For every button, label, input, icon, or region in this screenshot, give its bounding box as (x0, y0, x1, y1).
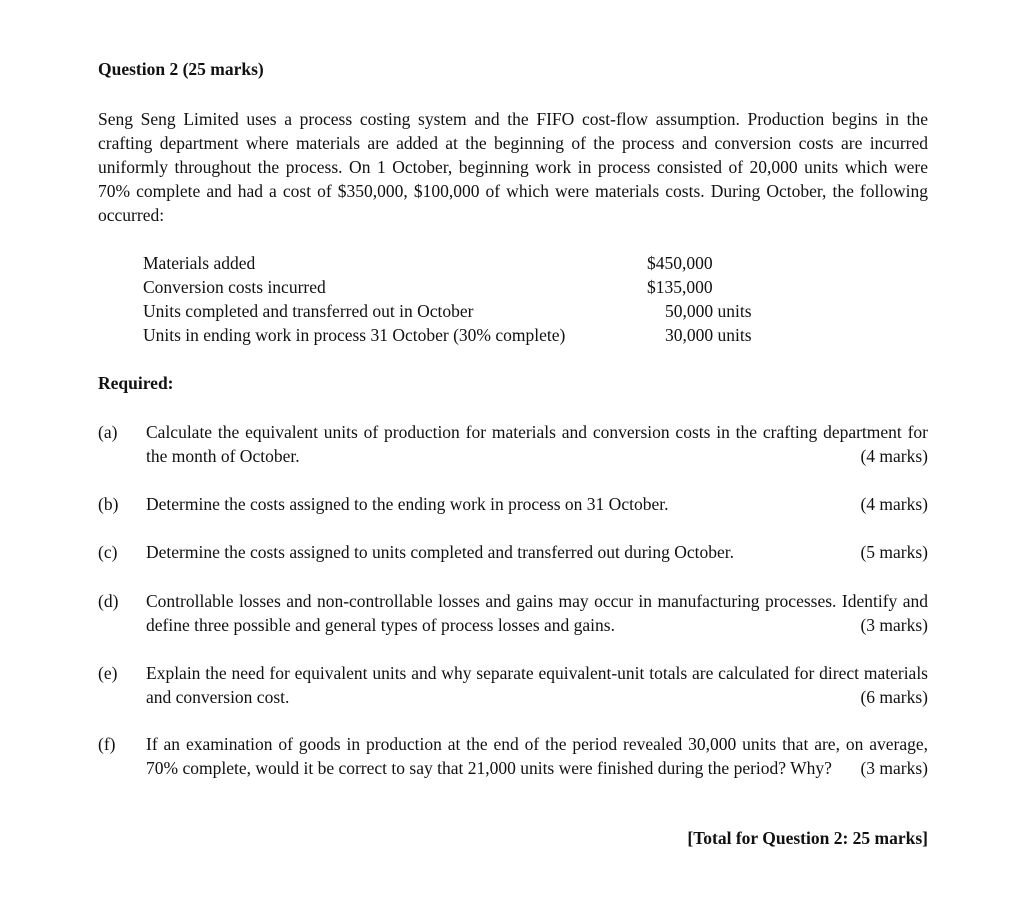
question-marks: (3 marks) (860, 615, 928, 635)
question-letter: (a) (98, 422, 118, 442)
cost-data-row (143, 251, 783, 275)
question-marks: (5 marks) (860, 542, 928, 562)
question-body (146, 661, 928, 709)
question-letter: (f) (98, 734, 116, 754)
question-text: Determine the costs assigned to the ending work in process on 31 October. (146, 494, 669, 514)
cost-data-label: Conversion costs incurred (143, 277, 326, 297)
question-body (146, 732, 928, 780)
question-total: [Total for Question 2: 25 marks] (687, 828, 928, 848)
cost-data-table (143, 251, 783, 347)
question-marks: (4 marks) (860, 446, 928, 466)
question-letter: (d) (98, 591, 119, 611)
question-text: Explain the need for equivalent units and why separate equivalent-unit totals are calculated for direct materials and conversion cost. (146, 663, 928, 707)
question-marks: (4 marks) (860, 494, 928, 514)
question-body (146, 420, 928, 468)
question-text: If an examination of goods in production at the end of the period revealed 30,000 units that are, on average, 70% complete, would it be correct to say that 21,000 units were finished during the period? Why? (146, 734, 928, 778)
question-intro: Seng Seng Limited uses a process costing system and the FIFO cost-flow assumption. Production begins in the crafting department where materials are added at the beginning of the process and conversion costs are incurred uniformly throughout the process. On 1 October, beginning work in process consisted of 20,000 units which were 70% complete and had a cost of $350,000, $100,000 of which were materials costs. During October, the following occurred: (98, 109, 928, 225)
cost-data-value: $135,000 (647, 277, 713, 297)
question-text: Determine the costs assigned to units completed and transferred out during October. (146, 542, 735, 562)
required-label: Required: (98, 373, 174, 393)
cost-data-row (143, 299, 783, 323)
question-marks: (6 marks) (860, 687, 928, 707)
question-body (146, 492, 928, 516)
cost-data-value: 50,000 units (665, 301, 752, 321)
cost-data-row (143, 275, 783, 299)
cost-data-label: Materials added (143, 253, 256, 273)
question-text: Controllable losses and non-controllable losses and gains may occur in manufacturing processes. Identify and define three possible and general types of process losses and gains. (146, 591, 928, 635)
question-letter: (e) (98, 663, 118, 683)
cost-data-value: 30,000 units (665, 325, 752, 345)
cost-data-value: $450,000 (647, 253, 713, 273)
cost-data-label: Units in ending work in process 31 October (30% complete) (143, 325, 566, 345)
question-heading: Question 2 (25 marks) (98, 59, 264, 79)
question-marks: (3 marks) (860, 758, 928, 778)
cost-data-row (143, 323, 783, 347)
question-body (146, 540, 928, 564)
cost-data-label: Units completed and transferred out in October (143, 301, 474, 321)
question-letter: (b) (98, 494, 119, 514)
question-letter: (c) (98, 542, 118, 562)
question-text: Calculate the equivalent units of production for materials and conversion costs in the crafting department for the month of October. (146, 422, 928, 466)
question-body (146, 589, 928, 637)
